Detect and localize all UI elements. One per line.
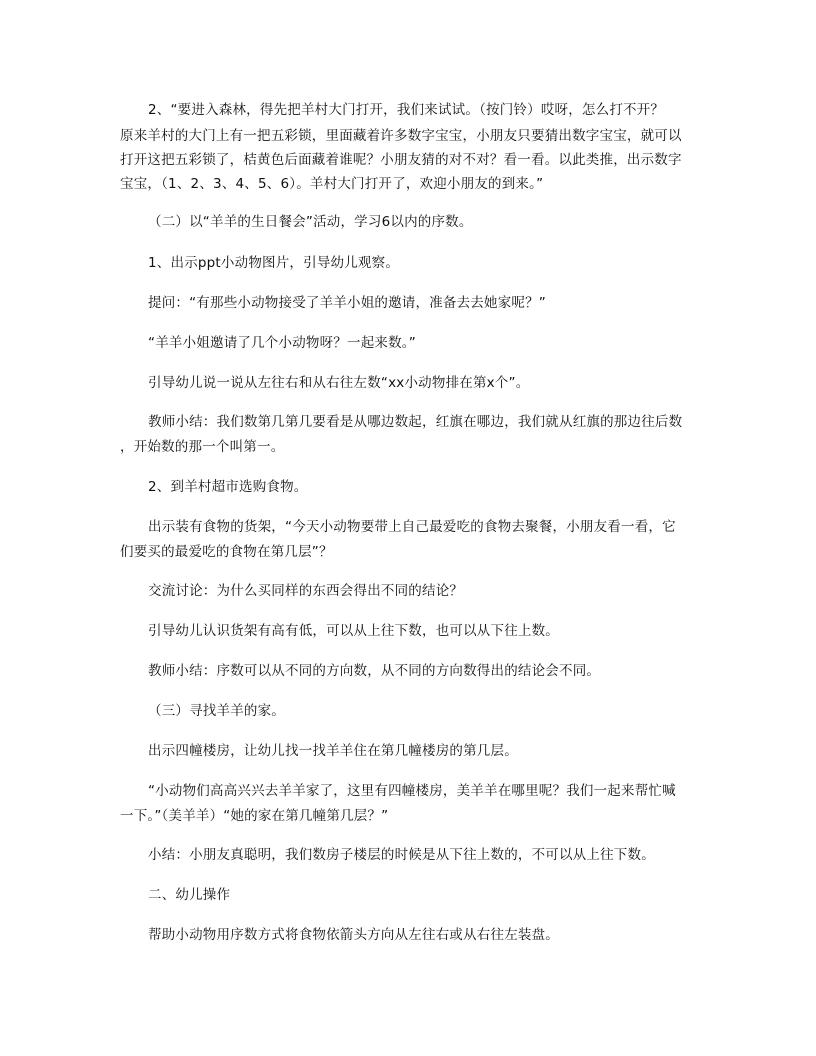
text-line: “羊羊小姐邀请了几个小动物呀？一起来数。” <box>148 335 416 351</box>
text-line: ，开始数的那一个叫第一。 <box>120 439 285 455</box>
text-line: 2、到羊村超市选购食物。 <box>148 479 308 495</box>
text-line: 引导幼儿认识货架有高有低，可以从上往下数，也可以从下往上数。 <box>148 623 559 639</box>
section-heading: （三）寻找羊羊的家。 <box>148 703 285 719</box>
text-line: 引导幼儿说一说从左往右和从右往左数“xx小动物排在第x个”。 <box>148 375 530 391</box>
text-line: 提问：“有那些小动物接受了羊羊小姐的邀请，准备去去她家呢？” <box>148 295 546 311</box>
text-line: “小动物们高高兴兴去羊羊家了，这里有四幢楼房，美羊羊在哪里呢？我们一起来帮忙喊 <box>148 783 676 799</box>
section-heading: （二）以“羊羊的生日餐会”活动，学习6以内的序数。 <box>148 214 473 230</box>
section-heading: 二、幼儿操作 <box>148 887 231 903</box>
text-line: 交流讨论：为什么买同样的东西会得出不同的结论？ <box>148 583 464 599</box>
text-line: 宝宝，（1、2、3、4、5、6）。羊村大门打开了，欢迎小朋友的到来。” <box>120 176 544 192</box>
text-line: 1、出示ppt小动物图片，引导幼儿观察。 <box>148 255 400 271</box>
text-line: 小结：小朋友真聪明，我们数房子楼层的时候是从下往上数的，不可以从上往下数。 <box>148 847 655 863</box>
text-line: 出示装有食物的货架，“今天小动物要带上自己最爱吃的食物去聚餐，小朋友看一看，它 <box>148 519 676 535</box>
text-line: 出示四幢楼房，让幼儿找一找羊羊住在第几幢楼房的第几层。 <box>148 743 518 759</box>
text-line: 2、“要进入森林，得先把羊村大门打开，我们来试试。（按门铃）哎呀，怎么打不开？ <box>148 102 665 118</box>
text-line: 一下。”（美羊羊）“她的家在第几幢第几层？” <box>120 808 389 824</box>
text-line: 教师小结：我们数第几第几要看是从哪边数起，红旗在哪边，我们就从红旗的那边往后数 <box>148 414 683 430</box>
text-line: 教师小结：序数可以从不同的方向数，从不同的方向数得出的结论会不同。 <box>148 663 601 679</box>
text-line: 打开这把五彩锁了，桔黄色后面藏着谁呢？小朋友猜的对不对？看一看。以此类推，出示数字 <box>120 152 682 168</box>
text-line: 帮助小动物用序数方式将食物依箭头方向从左往右或从右往左装盘。 <box>148 927 559 943</box>
text-line: 原来羊村的大门上有一把五彩锁，里面藏着许多数字宝宝，小朋友只要猜出数字宝宝，就可以 <box>120 128 682 144</box>
text-line: 们要买的最爱吃的食物在第几层”？ <box>120 544 333 560</box>
